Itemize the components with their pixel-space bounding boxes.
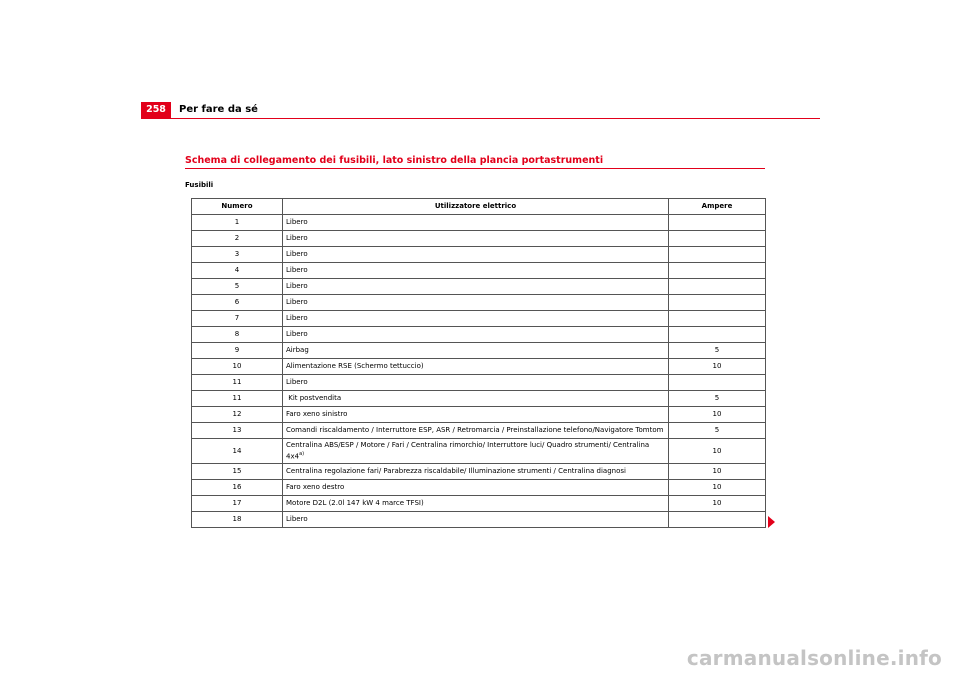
fuse-consumer [283, 391, 669, 407]
fuse-consumer-text: Libero [286, 314, 308, 322]
fuse-number: 5 [192, 279, 283, 295]
table-row [192, 231, 766, 247]
fuse-consumer-text: Libero [286, 218, 308, 226]
fuse-consumer-text: Libero [286, 330, 308, 338]
fuse-number: 15 [192, 464, 283, 480]
table-row [192, 311, 766, 327]
fuse-ampere [669, 231, 766, 247]
fuse-ampere: 5 [669, 423, 766, 439]
fuse-ampere: 10 [669, 496, 766, 512]
table-row [192, 439, 766, 464]
fuse-number: 16 [192, 480, 283, 496]
fuse-ampere: 10 [669, 464, 766, 480]
fuse-consumer-text: Libero [286, 266, 308, 274]
column-header-consumer: Utilizzatore elettrico [283, 199, 669, 215]
table-row [192, 464, 766, 480]
fuse-consumer [283, 359, 669, 375]
fuse-consumer-text: Motore D2L (2.0l 147 kW 4 marce TFSI) [286, 499, 424, 508]
fuse-number: 8 [192, 327, 283, 343]
table-row [192, 215, 766, 231]
fuse-consumer-text: Libero [286, 282, 308, 290]
fuse-number: 4 [192, 263, 283, 279]
table-row [192, 496, 766, 512]
fuse-ampere [669, 295, 766, 311]
table-row [192, 407, 766, 423]
fuse-number: 11 [192, 375, 283, 391]
fuse-consumer-text: Faro xeno destro [286, 483, 345, 492]
fuse-number: 6 [192, 295, 283, 311]
fuse-consumer [283, 327, 669, 343]
header-divider [141, 118, 820, 119]
next-page-arrow-icon [768, 516, 775, 528]
fuse-number: 9 [192, 343, 283, 359]
fuse-consumer [283, 496, 669, 512]
fuse-consumer [283, 311, 669, 327]
fuse-consumer [283, 343, 669, 359]
page-number: 258 [141, 102, 171, 118]
subsection-title: Fusibili [185, 181, 214, 189]
table-row [192, 343, 766, 359]
fuse-consumer-text: Libero [286, 515, 308, 524]
fuse-consumer-text: Faro xeno sinistro [286, 410, 348, 418]
fuse-consumer-text: Alimentazione RSE (Schermo tettuccio) [286, 362, 424, 370]
fuse-number: 13 [192, 423, 283, 439]
fuse-consumer-text: Libero [286, 250, 308, 258]
fuse-consumer [283, 423, 669, 439]
fuse-consumer [283, 247, 669, 263]
fuse-ampere: 5 [669, 391, 766, 407]
fuse-ampere: 5 [669, 343, 766, 359]
fuse-consumer-text: Libero [286, 378, 308, 386]
fuse-consumer-text: Airbag [286, 346, 309, 354]
table-row [192, 423, 766, 439]
fuse-consumer [283, 512, 669, 528]
fuse-consumer-text: Centralina regolazione fari/ Parabrezza riscaldabile/ Illuminazione strumenti / Centralina diagnosi [286, 467, 626, 476]
fuse-ampere [669, 327, 766, 343]
fuse-number: 17 [192, 496, 283, 512]
section-title: Schema di collegamento dei fusibili, lato sinistro della plancia portastrumenti [185, 155, 604, 166]
section-divider [185, 168, 765, 169]
fuse-consumer [283, 231, 669, 247]
fuse-number: 2 [192, 231, 283, 247]
fuse-table [191, 198, 766, 528]
fuse-consumer-text: Comandi riscaldamento / Interruttore ESP, ASR / Retromarcia / Preinstallazione telefono/Navigatore Tomtom [286, 426, 664, 434]
fuse-table-body [192, 215, 766, 528]
fuse-ampere [669, 215, 766, 231]
fuse-consumer [283, 263, 669, 279]
fuse-number: 14 [192, 439, 283, 464]
table-row [192, 391, 766, 407]
watermark: carmanualsonline.info [686, 646, 942, 670]
fuse-consumer-text: Libero [286, 234, 308, 242]
column-header-number: Numero [192, 199, 283, 215]
fuse-consumer [283, 279, 669, 295]
fuse-ampere [669, 279, 766, 295]
fuse-ampere [669, 512, 766, 528]
column-header-ampere: Ampere [669, 199, 766, 215]
fuse-number: 3 [192, 247, 283, 263]
table-header-row [192, 199, 766, 215]
fuse-number: 10 [192, 359, 283, 375]
fuse-consumer [283, 295, 669, 311]
fuse-consumer-text: Libero [286, 298, 308, 306]
fuse-consumer [283, 464, 669, 480]
fuse-consumer [283, 407, 669, 423]
fuse-number: 18 [192, 512, 283, 528]
fuse-consumer-text: Centralina ABS/ESP / Motore / Fari / Centralina rimorchio/ Interruttore luci/ Quadro strumenti/ Centralina 4x4 [286, 441, 652, 461]
table-row [192, 247, 766, 263]
fuse-ampere [669, 375, 766, 391]
table-row [192, 375, 766, 391]
fuse-number: 11 [192, 391, 283, 407]
fuse-ampere: 10 [669, 480, 766, 496]
table-row [192, 359, 766, 375]
fuse-number: 12 [192, 407, 283, 423]
fuse-ampere [669, 263, 766, 279]
fuse-consumer-text: Kit postvendita [286, 394, 342, 402]
fuse-ampere [669, 311, 766, 327]
page-header-title: Per fare da sé [179, 104, 258, 115]
table-row [192, 295, 766, 311]
table-row [192, 327, 766, 343]
fuse-ampere: 10 [669, 439, 766, 464]
fuse-ampere: 10 [669, 359, 766, 375]
table-row [192, 480, 766, 496]
footnote-marker: a) [299, 451, 305, 457]
fuse-consumer [283, 439, 669, 464]
fuse-ampere: 10 [669, 407, 766, 423]
table-row [192, 263, 766, 279]
fuse-consumer [283, 215, 669, 231]
table-row [192, 279, 766, 295]
fuse-number: 7 [192, 311, 283, 327]
fuse-consumer [283, 480, 669, 496]
fuse-ampere [669, 247, 766, 263]
fuse-consumer [283, 375, 669, 391]
fuse-number: 1 [192, 215, 283, 231]
table-row [192, 512, 766, 528]
